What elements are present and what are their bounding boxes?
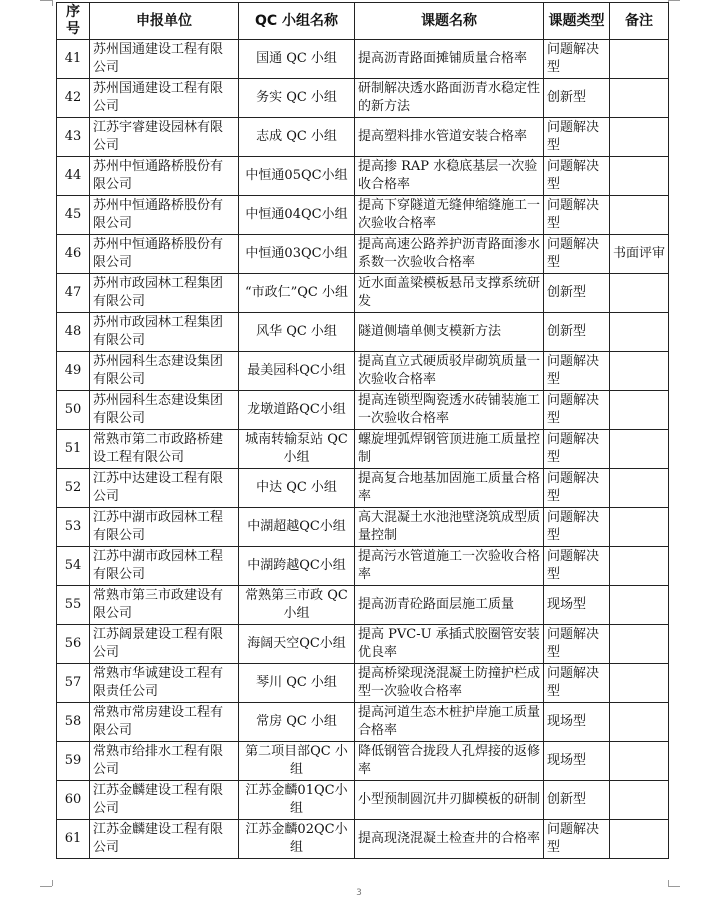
remark-cell bbox=[610, 157, 669, 196]
row-number-cell: 55 bbox=[57, 586, 90, 625]
remark-cell bbox=[610, 352, 669, 391]
table-row bbox=[57, 313, 669, 352]
reporting-unit-cell: 常熟市给排水工程有限公司 bbox=[90, 742, 239, 781]
reporting-unit-cell: 苏州中恒通路桥股份有限公司 bbox=[90, 157, 239, 196]
remark-cell bbox=[610, 40, 669, 79]
reporting-unit-cell: 江苏中达建设工程有限公司 bbox=[90, 469, 239, 508]
table-row bbox=[57, 820, 669, 859]
table-row bbox=[57, 586, 669, 625]
table-row bbox=[57, 40, 669, 79]
table-row bbox=[57, 157, 669, 196]
qc-group-name-cell: 城南转输泵站 QC 小组 bbox=[239, 430, 355, 469]
qc-group-name-cell: 第二项目部QC 小组 bbox=[239, 742, 355, 781]
row-number-cell: 57 bbox=[57, 664, 90, 703]
topic-type-cell: 问题解决型 bbox=[544, 391, 610, 430]
table-row bbox=[57, 625, 669, 664]
crop-mark bbox=[52, 0, 53, 6]
topic-name-cell: 研制解决透水路面沥青水稳定性的新方法 bbox=[355, 79, 544, 118]
qc-group-name-cell: 务实 QC 小组 bbox=[239, 79, 355, 118]
table-row bbox=[57, 742, 669, 781]
remark-cell: 书面评审 bbox=[610, 235, 669, 274]
topic-type-cell: 现场型 bbox=[544, 586, 610, 625]
reporting-unit-cell: 苏州国通建设工程有限公司 bbox=[90, 40, 239, 79]
table-row bbox=[57, 235, 669, 274]
row-number-cell: 52 bbox=[57, 469, 90, 508]
remark-cell bbox=[610, 742, 669, 781]
topic-name-cell: 提高沥青路面摊铺质量合格率 bbox=[355, 40, 544, 79]
qc-group-name-cell: 中恒通04QC小组 bbox=[239, 196, 355, 235]
reporting-unit-cell: 苏州园科生态建设集团有限公司 bbox=[90, 391, 239, 430]
header-qc-group: QC 小组名称 bbox=[239, 3, 355, 40]
qc-group-name-cell: 中湖跨越QC小组 bbox=[239, 547, 355, 586]
reporting-unit-cell: 苏州中恒通路桥股份有限公司 bbox=[90, 196, 239, 235]
table-row bbox=[57, 664, 669, 703]
topic-type-cell: 问题解决型 bbox=[544, 820, 610, 859]
crop-mark bbox=[668, 880, 669, 886]
row-number-cell: 46 bbox=[57, 235, 90, 274]
reporting-unit-cell: 常熟市常房建设工程有限公司 bbox=[90, 703, 239, 742]
header-unit: 申报单位 bbox=[90, 3, 239, 40]
topic-name-cell: 提高掺 RAP 水稳底基层一次验收合格率 bbox=[355, 157, 544, 196]
table-row bbox=[57, 781, 669, 820]
reporting-unit-cell: 常熟市第二市政路桥建设工程有限公司 bbox=[90, 430, 239, 469]
row-number-cell: 60 bbox=[57, 781, 90, 820]
topic-type-cell: 创新型 bbox=[544, 79, 610, 118]
qc-group-name-cell: 琴川 QC 小组 bbox=[239, 664, 355, 703]
crop-mark bbox=[40, 886, 52, 887]
topic-name-cell: 高大混凝土水池池壁浇筑成型质量控制 bbox=[355, 508, 544, 547]
reporting-unit-cell: 江苏阔景建设工程有限公司 bbox=[90, 625, 239, 664]
topic-type-cell: 问题解决型 bbox=[544, 40, 610, 79]
topic-name-cell: 近水面盖梁模板悬吊支撑系统研发 bbox=[355, 274, 544, 313]
remark-cell bbox=[610, 508, 669, 547]
qc-group-name-cell: 中达 QC 小组 bbox=[239, 469, 355, 508]
topic-type-cell: 创新型 bbox=[544, 274, 610, 313]
topic-type-cell: 问题解决型 bbox=[544, 157, 610, 196]
topic-type-cell: 问题解决型 bbox=[544, 352, 610, 391]
qc-group-name-cell: 国通 QC 小组 bbox=[239, 40, 355, 79]
topic-type-cell: 问题解决型 bbox=[544, 664, 610, 703]
topic-name-cell: 提高下穿隧道无缝伸缩缝施工一次验收合格率 bbox=[355, 196, 544, 235]
table-row bbox=[57, 430, 669, 469]
reporting-unit-cell: 江苏金麟建设工程有限公司 bbox=[90, 820, 239, 859]
table-row bbox=[57, 508, 669, 547]
qc-group-name-cell: 志成 QC 小组 bbox=[239, 118, 355, 157]
topic-type-cell: 现场型 bbox=[544, 742, 610, 781]
topic-type-cell: 问题解决型 bbox=[544, 430, 610, 469]
row-number-cell: 56 bbox=[57, 625, 90, 664]
topic-name-cell: 小型预制圆沉井刃脚模板的研制 bbox=[355, 781, 544, 820]
reporting-unit-cell: 苏州园科生态建设集团有限公司 bbox=[90, 352, 239, 391]
topic-type-cell: 问题解决型 bbox=[544, 547, 610, 586]
reporting-unit-cell: 常熟市华诚建设工程有限责任公司 bbox=[90, 664, 239, 703]
qc-group-name-cell: 江苏金麟01QC小组 bbox=[239, 781, 355, 820]
remark-cell bbox=[610, 586, 669, 625]
remark-cell bbox=[610, 313, 669, 352]
topic-name-cell: 提高沥青砼路面层施工质量 bbox=[355, 586, 544, 625]
qc-group-name-cell: 中恒通03QC小组 bbox=[239, 235, 355, 274]
header-no: 序号 bbox=[57, 3, 90, 40]
table-body bbox=[57, 40, 669, 859]
topic-name-cell: 降低钢管合拢段人孔焊接的返修率 bbox=[355, 742, 544, 781]
topic-type-cell: 现场型 bbox=[544, 703, 610, 742]
topic-type-cell: 问题解决型 bbox=[544, 118, 610, 157]
reporting-unit-cell: 江苏金麟建设工程有限公司 bbox=[90, 781, 239, 820]
remark-cell bbox=[610, 781, 669, 820]
topic-name-cell: 提高 PVC-U 承插式胶圈管安装优良率 bbox=[355, 625, 544, 664]
header-topic: 课题名称 bbox=[355, 3, 544, 40]
table-row bbox=[57, 196, 669, 235]
remark-cell bbox=[610, 118, 669, 157]
page-number: 3 bbox=[356, 888, 362, 898]
topic-name-cell: 提高高速公路养护沥青路面渗水系数一次验收合格率 bbox=[355, 235, 544, 274]
topic-type-cell: 问题解决型 bbox=[544, 196, 610, 235]
row-number-cell: 48 bbox=[57, 313, 90, 352]
table-row bbox=[57, 703, 669, 742]
reporting-unit-cell: 苏州中恒通路桥股份有限公司 bbox=[90, 235, 239, 274]
qc-group-name-cell: 中恒通05QC小组 bbox=[239, 157, 355, 196]
qc-group-name-cell: 海阔天空QC小组 bbox=[239, 625, 355, 664]
row-number-cell: 53 bbox=[57, 508, 90, 547]
reporting-unit-cell: 苏州市政园林工程集团有限公司 bbox=[90, 313, 239, 352]
remark-cell bbox=[610, 274, 669, 313]
row-number-cell: 42 bbox=[57, 79, 90, 118]
header-note: 备注 bbox=[610, 3, 669, 40]
row-number-cell: 41 bbox=[57, 40, 90, 79]
qc-group-name-cell: 龙墩道路QC小组 bbox=[239, 391, 355, 430]
table-row bbox=[57, 79, 669, 118]
row-number-cell: 51 bbox=[57, 430, 90, 469]
remark-cell bbox=[610, 820, 669, 859]
topic-type-cell: 创新型 bbox=[544, 313, 610, 352]
table-header-row bbox=[57, 3, 669, 40]
remark-cell bbox=[610, 664, 669, 703]
topic-name-cell: 提高河道生态木桩护岸施工质量合格率 bbox=[355, 703, 544, 742]
row-number-cell: 54 bbox=[57, 547, 90, 586]
topic-name-cell: 提高连锁型陶瓷透水砖铺装施工一次验收合格率 bbox=[355, 391, 544, 430]
qc-group-name-cell: 常房 QC 小组 bbox=[239, 703, 355, 742]
topic-type-cell: 问题解决型 bbox=[544, 625, 610, 664]
remark-cell bbox=[610, 430, 669, 469]
remark-cell bbox=[610, 391, 669, 430]
table-row bbox=[57, 274, 669, 313]
row-number-cell: 44 bbox=[57, 157, 90, 196]
crop-mark bbox=[668, 0, 680, 1]
table-row bbox=[57, 352, 669, 391]
table-row bbox=[57, 118, 669, 157]
row-number-cell: 47 bbox=[57, 274, 90, 313]
reporting-unit-cell: 苏州市政园林工程集团有限公司 bbox=[90, 274, 239, 313]
topic-name-cell: 螺旋埋弧焊钢管顶进施工质量控制 bbox=[355, 430, 544, 469]
crop-mark bbox=[668, 886, 680, 887]
reporting-unit-cell: 苏州国通建设工程有限公司 bbox=[90, 79, 239, 118]
qc-group-name-cell: 最美园科QC小组 bbox=[239, 352, 355, 391]
remark-cell bbox=[610, 625, 669, 664]
table-row bbox=[57, 469, 669, 508]
topic-name-cell: 提高桥梁现浇混凝土防撞护栏成型一次验收合格率 bbox=[355, 664, 544, 703]
table-row bbox=[57, 547, 669, 586]
remark-cell bbox=[610, 469, 669, 508]
topic-name-cell: 提高现浇混凝土检查井的合格率 bbox=[355, 820, 544, 859]
reporting-unit-cell: 常熟市第三市政建设有限公司 bbox=[90, 586, 239, 625]
reporting-unit-cell: 江苏中湖市政园林工程有限公司 bbox=[90, 547, 239, 586]
row-number-cell: 50 bbox=[57, 391, 90, 430]
topic-type-cell: 创新型 bbox=[544, 781, 610, 820]
reporting-unit-cell: 江苏中湖市政园林工程有限公司 bbox=[90, 508, 239, 547]
remark-cell bbox=[610, 703, 669, 742]
qc-group-name-cell: 中湖超越QC小组 bbox=[239, 508, 355, 547]
topic-name-cell: 隧道侧墙单侧支模新方法 bbox=[355, 313, 544, 352]
qc-group-name-cell: “市政仁”QC 小组 bbox=[239, 274, 355, 313]
reporting-unit-cell: 江苏宇睿建设园林有限公司 bbox=[90, 118, 239, 157]
topic-name-cell: 提高复合地基加固施工质量合格率 bbox=[355, 469, 544, 508]
row-number-cell: 58 bbox=[57, 703, 90, 742]
topic-type-cell: 问题解决型 bbox=[544, 235, 610, 274]
row-number-cell: 43 bbox=[57, 118, 90, 157]
crop-mark bbox=[40, 0, 52, 1]
crop-mark bbox=[52, 880, 53, 886]
topic-name-cell: 提高污水管道施工一次验收合格率 bbox=[355, 547, 544, 586]
topic-type-cell: 问题解决型 bbox=[544, 469, 610, 508]
qc-group-name-cell: 常熟第三市政 QC 小组 bbox=[239, 586, 355, 625]
remark-cell bbox=[610, 547, 669, 586]
remark-cell bbox=[610, 196, 669, 235]
qc-group-name-cell: 江苏金麟02QC小组 bbox=[239, 820, 355, 859]
topic-name-cell: 提高直立式硬质驳岸砌筑质量一次验收合格率 bbox=[355, 352, 544, 391]
row-number-cell: 59 bbox=[57, 742, 90, 781]
table-row bbox=[57, 391, 669, 430]
row-number-cell: 49 bbox=[57, 352, 90, 391]
header-type: 课题类型 bbox=[544, 3, 610, 40]
row-number-cell: 45 bbox=[57, 196, 90, 235]
qc-project-table bbox=[56, 2, 669, 859]
remark-cell bbox=[610, 79, 669, 118]
row-number-cell: 61 bbox=[57, 820, 90, 859]
topic-type-cell: 问题解决型 bbox=[544, 508, 610, 547]
topic-name-cell: 提高塑料排水管道安装合格率 bbox=[355, 118, 544, 157]
qc-group-name-cell: 风华 QC 小组 bbox=[239, 313, 355, 352]
